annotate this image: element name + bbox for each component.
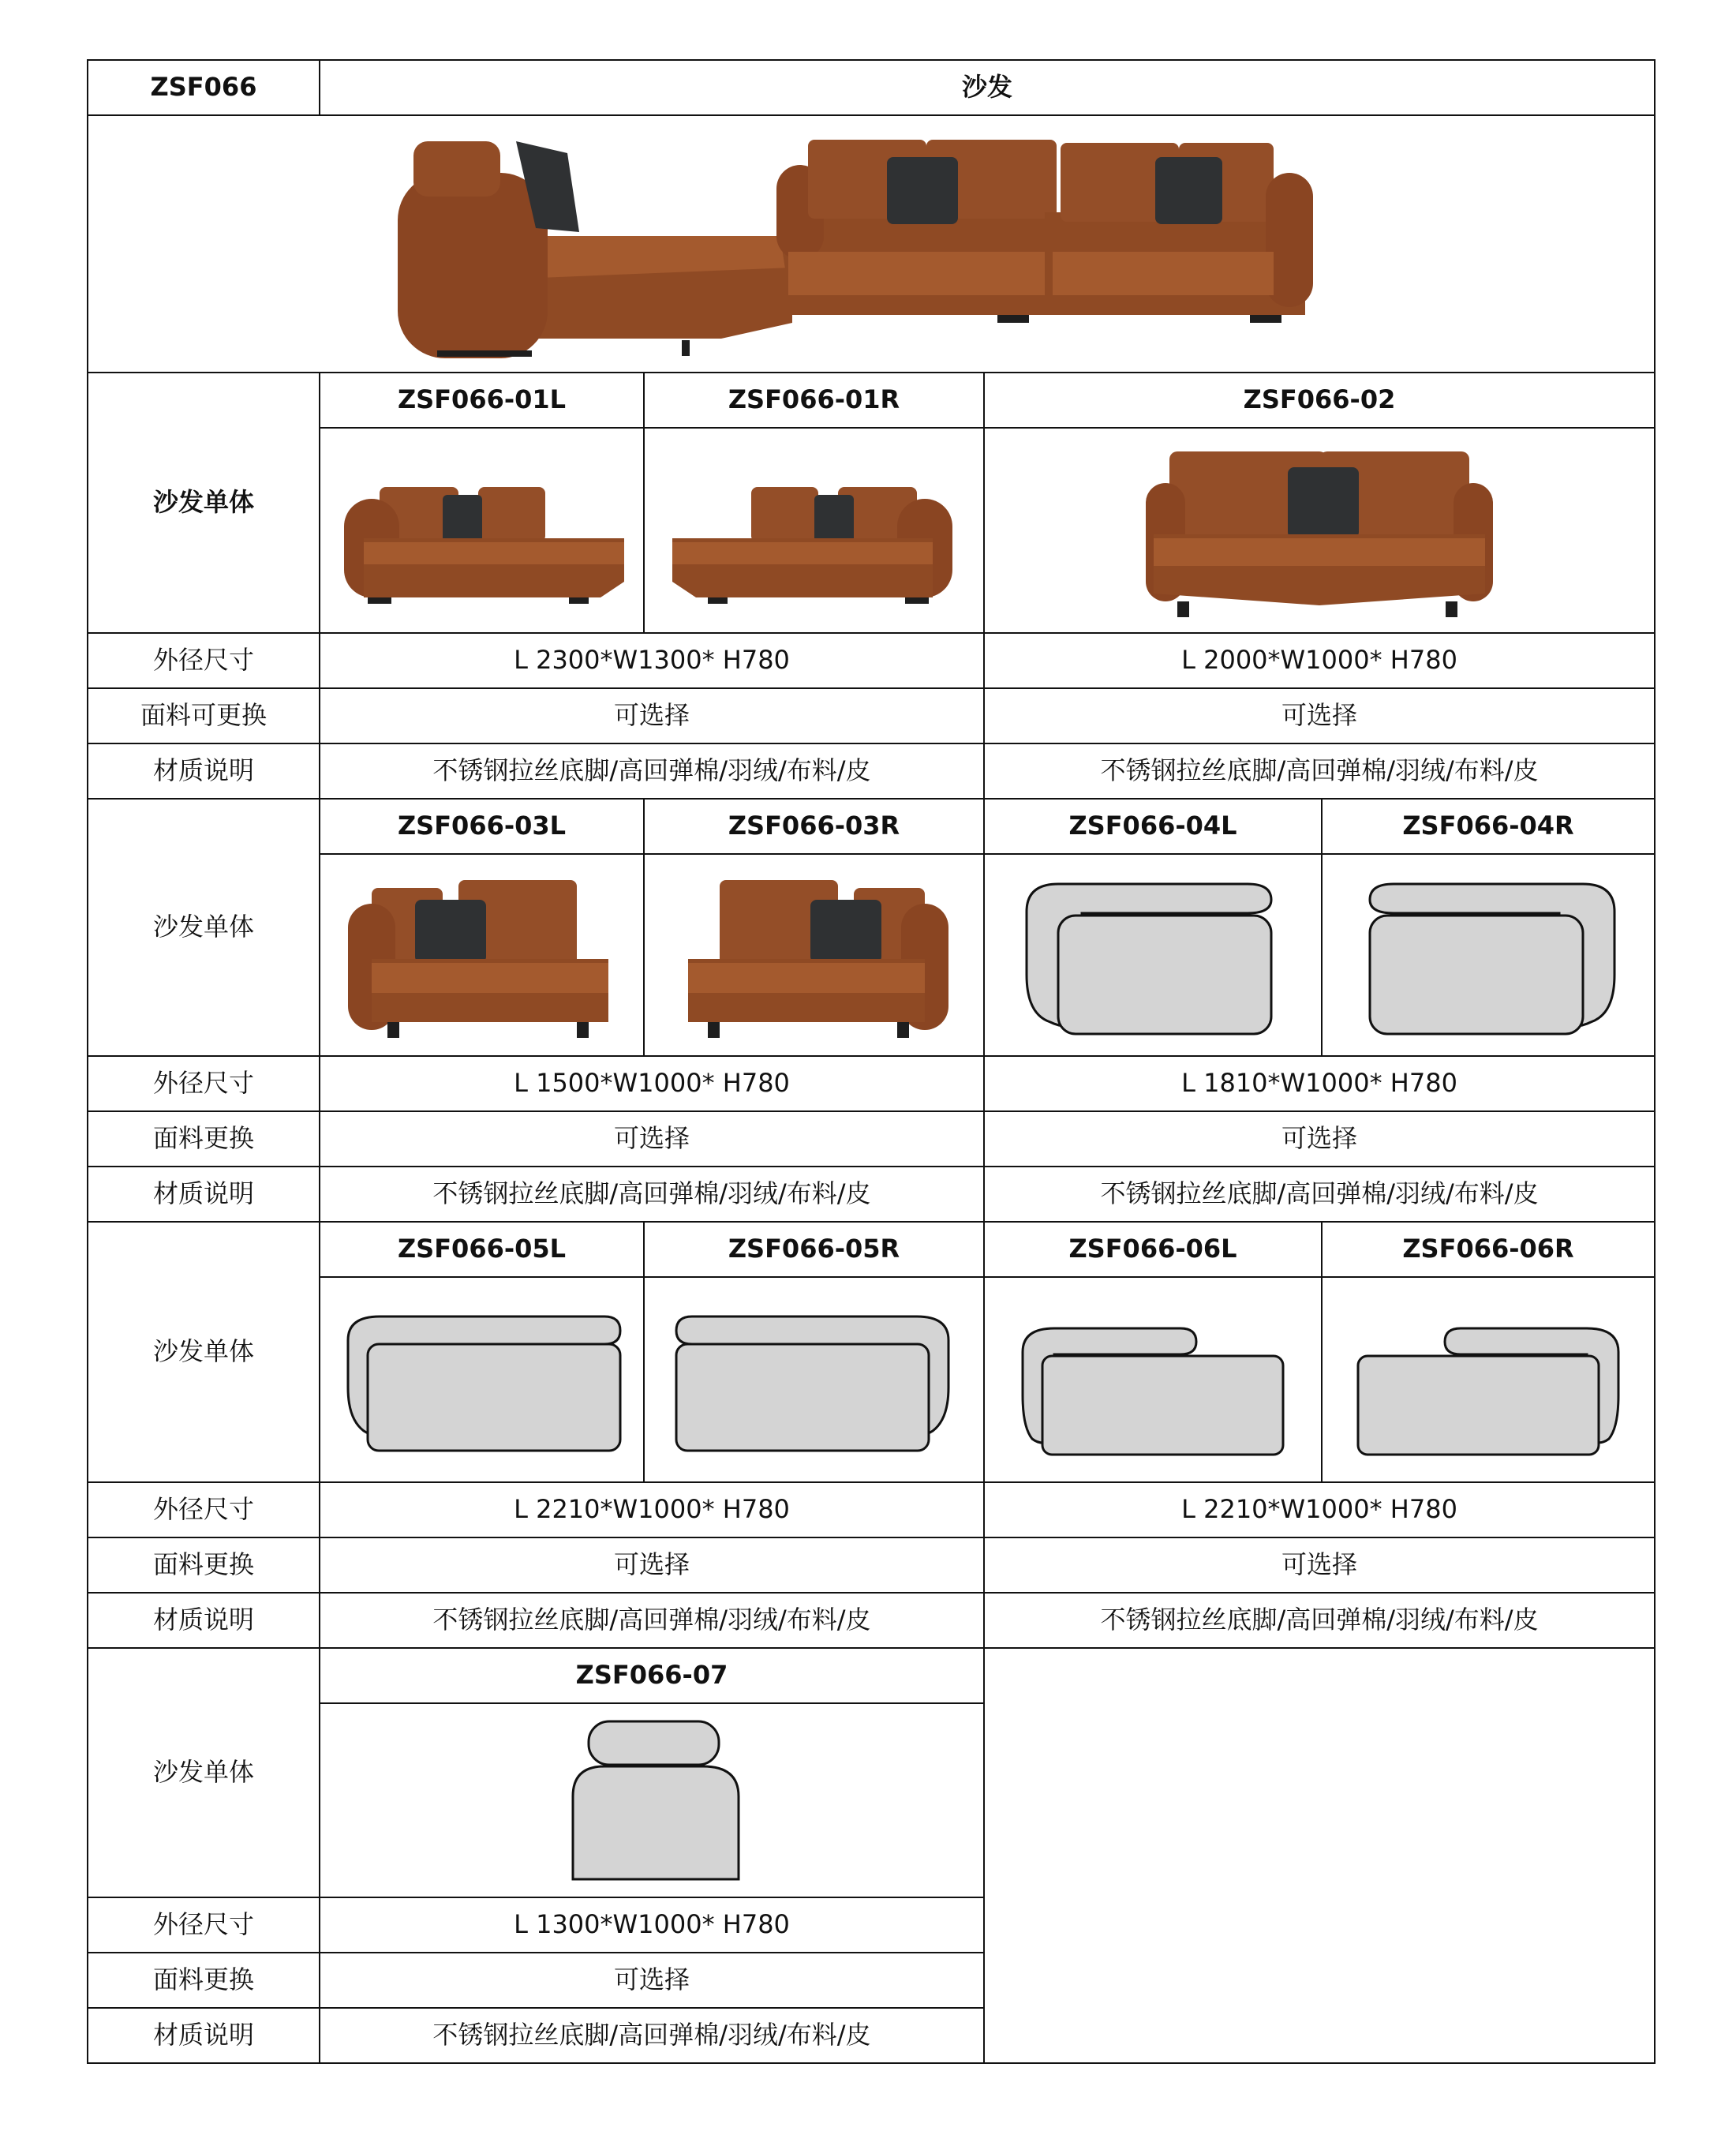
sofa-photo-01R bbox=[664, 444, 964, 617]
sofa-outline-04R bbox=[1346, 864, 1630, 1046]
model-image-cell bbox=[320, 854, 644, 1056]
spec-table bbox=[87, 59, 1656, 2064]
model-code: ZSF066-05R bbox=[644, 1222, 984, 1277]
empty-cell bbox=[984, 1648, 1655, 2063]
sofa-outline-06L bbox=[1007, 1301, 1299, 1459]
size-value: L 2300*W1300* H780 bbox=[320, 633, 984, 688]
fabric-value: 可选择 bbox=[984, 688, 1655, 743]
sofa-photo-01L bbox=[332, 444, 632, 617]
material-value: 不锈钢拉丝底脚/高回弹棉/羽绒/布料/皮 bbox=[320, 1167, 984, 1222]
model-image-cell bbox=[320, 428, 644, 633]
row-label-material: 材质说明 bbox=[88, 1593, 320, 1648]
sectional-sofa-photo bbox=[382, 125, 1360, 362]
model-code: ZSF066-04R bbox=[1322, 799, 1655, 854]
sofa-outline-06R bbox=[1342, 1301, 1634, 1459]
material-value: 不锈钢拉丝底脚/高回弹棉/羽绒/布料/皮 bbox=[984, 743, 1655, 799]
fabric-value: 可选择 bbox=[984, 1111, 1655, 1167]
sofa-outline-05L bbox=[332, 1301, 632, 1459]
model-code: ZSF066-06R bbox=[1322, 1222, 1655, 1277]
row-label-material: 材质说明 bbox=[88, 743, 320, 799]
fabric-value: 可选择 bbox=[984, 1537, 1655, 1593]
size-value: L 2000*W1000* H780 bbox=[984, 633, 1655, 688]
row-label-fabric: 面料更换 bbox=[88, 1537, 320, 1593]
row-label-size: 外径尺寸 bbox=[88, 1897, 320, 1953]
model-image-cell bbox=[984, 854, 1322, 1056]
product-code: ZSF066 bbox=[88, 60, 320, 115]
model-code: ZSF066-04L bbox=[984, 799, 1322, 854]
fabric-value: 可选择 bbox=[320, 1111, 984, 1167]
model-code: ZSF066-02 bbox=[984, 373, 1655, 428]
sofa-outline-05R bbox=[664, 1301, 964, 1459]
model-image-cell bbox=[1322, 854, 1655, 1056]
model-image-cell bbox=[320, 1277, 644, 1482]
sofa-photo-02 bbox=[1130, 436, 1509, 625]
material-value: 不锈钢拉丝底脚/高回弹棉/羽绒/布料/皮 bbox=[984, 1167, 1655, 1222]
row-label-fabric: 面料可更换 bbox=[88, 688, 320, 743]
model-image-cell bbox=[984, 428, 1655, 633]
model-image-cell bbox=[644, 1277, 984, 1482]
model-code: ZSF066-03R bbox=[644, 799, 984, 854]
size-value: L 1300*W1000* H780 bbox=[320, 1897, 984, 1953]
fabric-value: 可选择 bbox=[320, 1537, 984, 1593]
material-value: 不锈钢拉丝底脚/高回弹棉/羽绒/布料/皮 bbox=[320, 1593, 984, 1648]
model-code: ZSF066-03L bbox=[320, 799, 644, 854]
row-label-size: 外径尺寸 bbox=[88, 1482, 320, 1537]
model-code: ZSF066-01R bbox=[644, 373, 984, 428]
model-code: ZSF066-01L bbox=[320, 373, 644, 428]
row-label-fabric: 面料更换 bbox=[88, 1953, 320, 2008]
row-label-unit: 沙发单体 bbox=[88, 373, 320, 633]
material-value: 不锈钢拉丝底脚/高回弹棉/羽绒/布料/皮 bbox=[984, 1593, 1655, 1648]
model-image-cell bbox=[644, 854, 984, 1056]
model-code: ZSF066-06L bbox=[984, 1222, 1322, 1277]
row-label-material: 材质说明 bbox=[88, 2008, 320, 2063]
row-label-unit: 沙发单体 bbox=[88, 1648, 320, 1897]
row-label-size: 外径尺寸 bbox=[88, 633, 320, 688]
sofa-photo-03L bbox=[340, 864, 624, 1046]
sofa-outline-04L bbox=[1011, 864, 1295, 1046]
product-title: 沙发 bbox=[320, 60, 1655, 115]
model-code: ZSF066-05L bbox=[320, 1222, 644, 1277]
fabric-value: 可选择 bbox=[320, 688, 984, 743]
size-value: L 1500*W1000* H780 bbox=[320, 1056, 984, 1111]
hero-image-cell bbox=[88, 115, 1655, 373]
sofa-outline-07 bbox=[549, 1710, 754, 1891]
row-label-size: 外径尺寸 bbox=[88, 1056, 320, 1111]
model-image-cell bbox=[644, 428, 984, 633]
sofa-photo-03R bbox=[672, 864, 956, 1046]
model-image-cell bbox=[984, 1277, 1322, 1482]
material-value: 不锈钢拉丝底脚/高回弹棉/羽绒/布料/皮 bbox=[320, 2008, 984, 2063]
size-value: L 2210*W1000* H780 bbox=[320, 1482, 984, 1537]
row-label-unit: 沙发单体 bbox=[88, 799, 320, 1056]
row-label-material: 材质说明 bbox=[88, 1167, 320, 1222]
row-label-fabric: 面料更换 bbox=[88, 1111, 320, 1167]
model-image-cell bbox=[320, 1703, 984, 1897]
material-value: 不锈钢拉丝底脚/高回弹棉/羽绒/布料/皮 bbox=[320, 743, 984, 799]
model-code: ZSF066-07 bbox=[320, 1648, 984, 1703]
size-value: L 1810*W1000* H780 bbox=[984, 1056, 1655, 1111]
size-value: L 2210*W1000* H780 bbox=[984, 1482, 1655, 1537]
model-image-cell bbox=[1322, 1277, 1655, 1482]
fabric-value: 可选择 bbox=[320, 1953, 984, 2008]
row-label-unit: 沙发单体 bbox=[88, 1222, 320, 1482]
